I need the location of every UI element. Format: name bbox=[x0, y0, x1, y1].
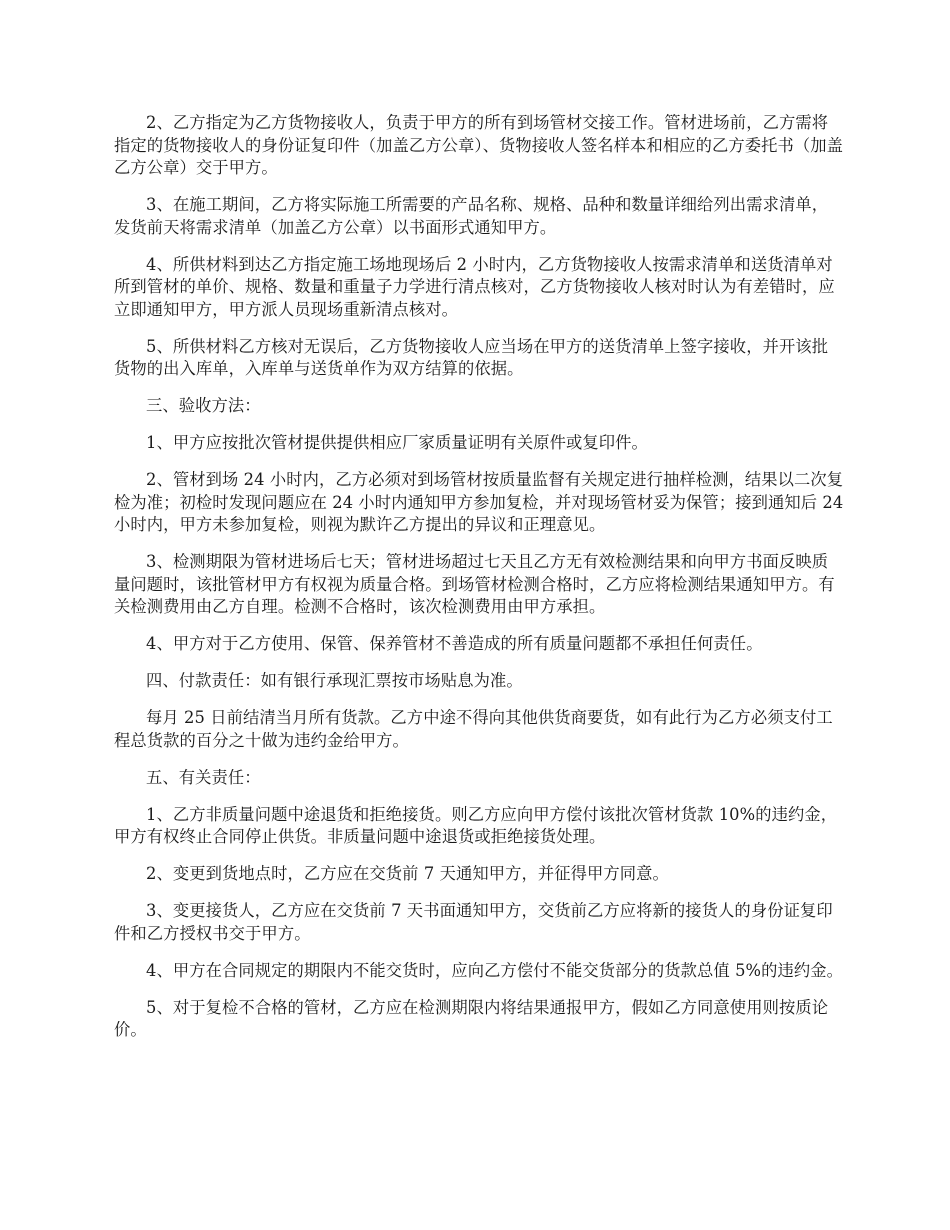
paragraph-delivery-default: 4、甲方在合同规定的期限内不能交货时，应向乙方偿付不能交货部分的货款总值 5%的违约金。 bbox=[146, 960, 844, 980]
paragraph-test-period: 3、检测期限为管材进场后七天；管材进场超过七天且乙方无有效检测结果和向甲方书面反映质量问题时，该批管材甲方有权视为质量合格。到场管材检测合格时，乙方应将检测结果通知甲方。有关检测费用由乙方自理。检测不合格时，该次检测费用由甲方承担。 bbox=[114, 552, 835, 616]
paragraph-receiver-designation: 2、乙方指定为乙方货物接收人，负责于甲方的所有到场管材交接工作。管材进场前，乙方需将指定的货物接收人的身份证复印件（加盖乙方公章）、货物接收人签名样本和相应的乙方委托书（加盖乙方公章）交于甲方。 bbox=[114, 113, 844, 177]
section-heading-acceptance: 三、验收方法： bbox=[146, 396, 261, 415]
paragraph-quality-certificate: 1、甲方应按批次管材提供提供相应厂家质量证明有关原件或复印件。 bbox=[146, 433, 648, 452]
paragraph-material-check: 4、所供材料到达乙方指定施工场地现场后 2 小时内，乙方货物接收人按需求清单和送货清单对所到管材的单价、规格、数量和重量子力学进行清点核对，乙方货物接收人核对时认为有差错时，应立即通知甲方，甲方派人员现场重新清点核对。 bbox=[114, 254, 835, 319]
paragraph-storage-liability: 4、甲方对于乙方使用、保管、保养管材不善造成的所有质量问题都不承担任何责任。 bbox=[146, 634, 763, 653]
section-heading-payment: 四、付款责任：如有银行承现汇票按市场贴息为准。 bbox=[146, 671, 523, 690]
paragraph-receiver-change: 3、变更接货人，乙方应在交货前 7 天书面通知甲方，交货前乙方应将新的接货人的身份证复印件和乙方授权书交于甲方。 bbox=[114, 901, 833, 943]
section-heading-responsibility: 五、有关责任： bbox=[146, 767, 261, 787]
paragraph-retest-failure: 5、对于复检不合格的管材，乙方应在检测期限内将结果通报甲方，假如乙方同意使用则按质论价。 bbox=[114, 997, 829, 1039]
paragraph-return-penalty: 1、乙方非质量问题中途退货和拒绝接货。则乙方应向甲方偿付该批次管材货款 10%的违约金，甲方有权终止合同停止供货。非质量问题中途退货或拒绝接货处理。 bbox=[114, 804, 838, 846]
paragraph-sampling-test: 2、管材到场 24 小时内，乙方必须对到场管材按质量监督有关规定进行抽样检测，结果以二次复检为准；初检时发现问题应在 24 小时内通知甲方参加复检，并对现场管材妥为保管；接到通知后 24 小时内，甲方未参加复检，则视为默许乙方提出的异议和正理意见。 bbox=[114, 470, 844, 534]
paragraph-monthly-settlement: 每月 25 日前结清当月所有货款。乙方中途不得向其他供货商要货，如有此行为乙方必须支付工程总货款的百分之十做为违约金给甲方。 bbox=[114, 708, 833, 750]
document-body bbox=[114, 112, 844, 1056]
paragraph-delivery-location-change: 2、变更到货地点时，乙方应在交货前 7 天通知甲方，并征得甲方同意。 bbox=[146, 864, 669, 883]
paragraph-demand-list: 3、在施工期间，乙方将实际施工所需要的产品名称、规格、品种和数量详细给列出需求清单，发货前天将需求清单（加盖乙方公章）以书面形式通知甲方。 bbox=[114, 195, 829, 237]
paragraph-sign-receipt: 5、所供材料乙方核对无误后，乙方货物接收人应当场在甲方的送货清单上签字接收，并开该批货物的出入库单，入库单与送货单作为双方结算的依据。 bbox=[114, 336, 829, 378]
